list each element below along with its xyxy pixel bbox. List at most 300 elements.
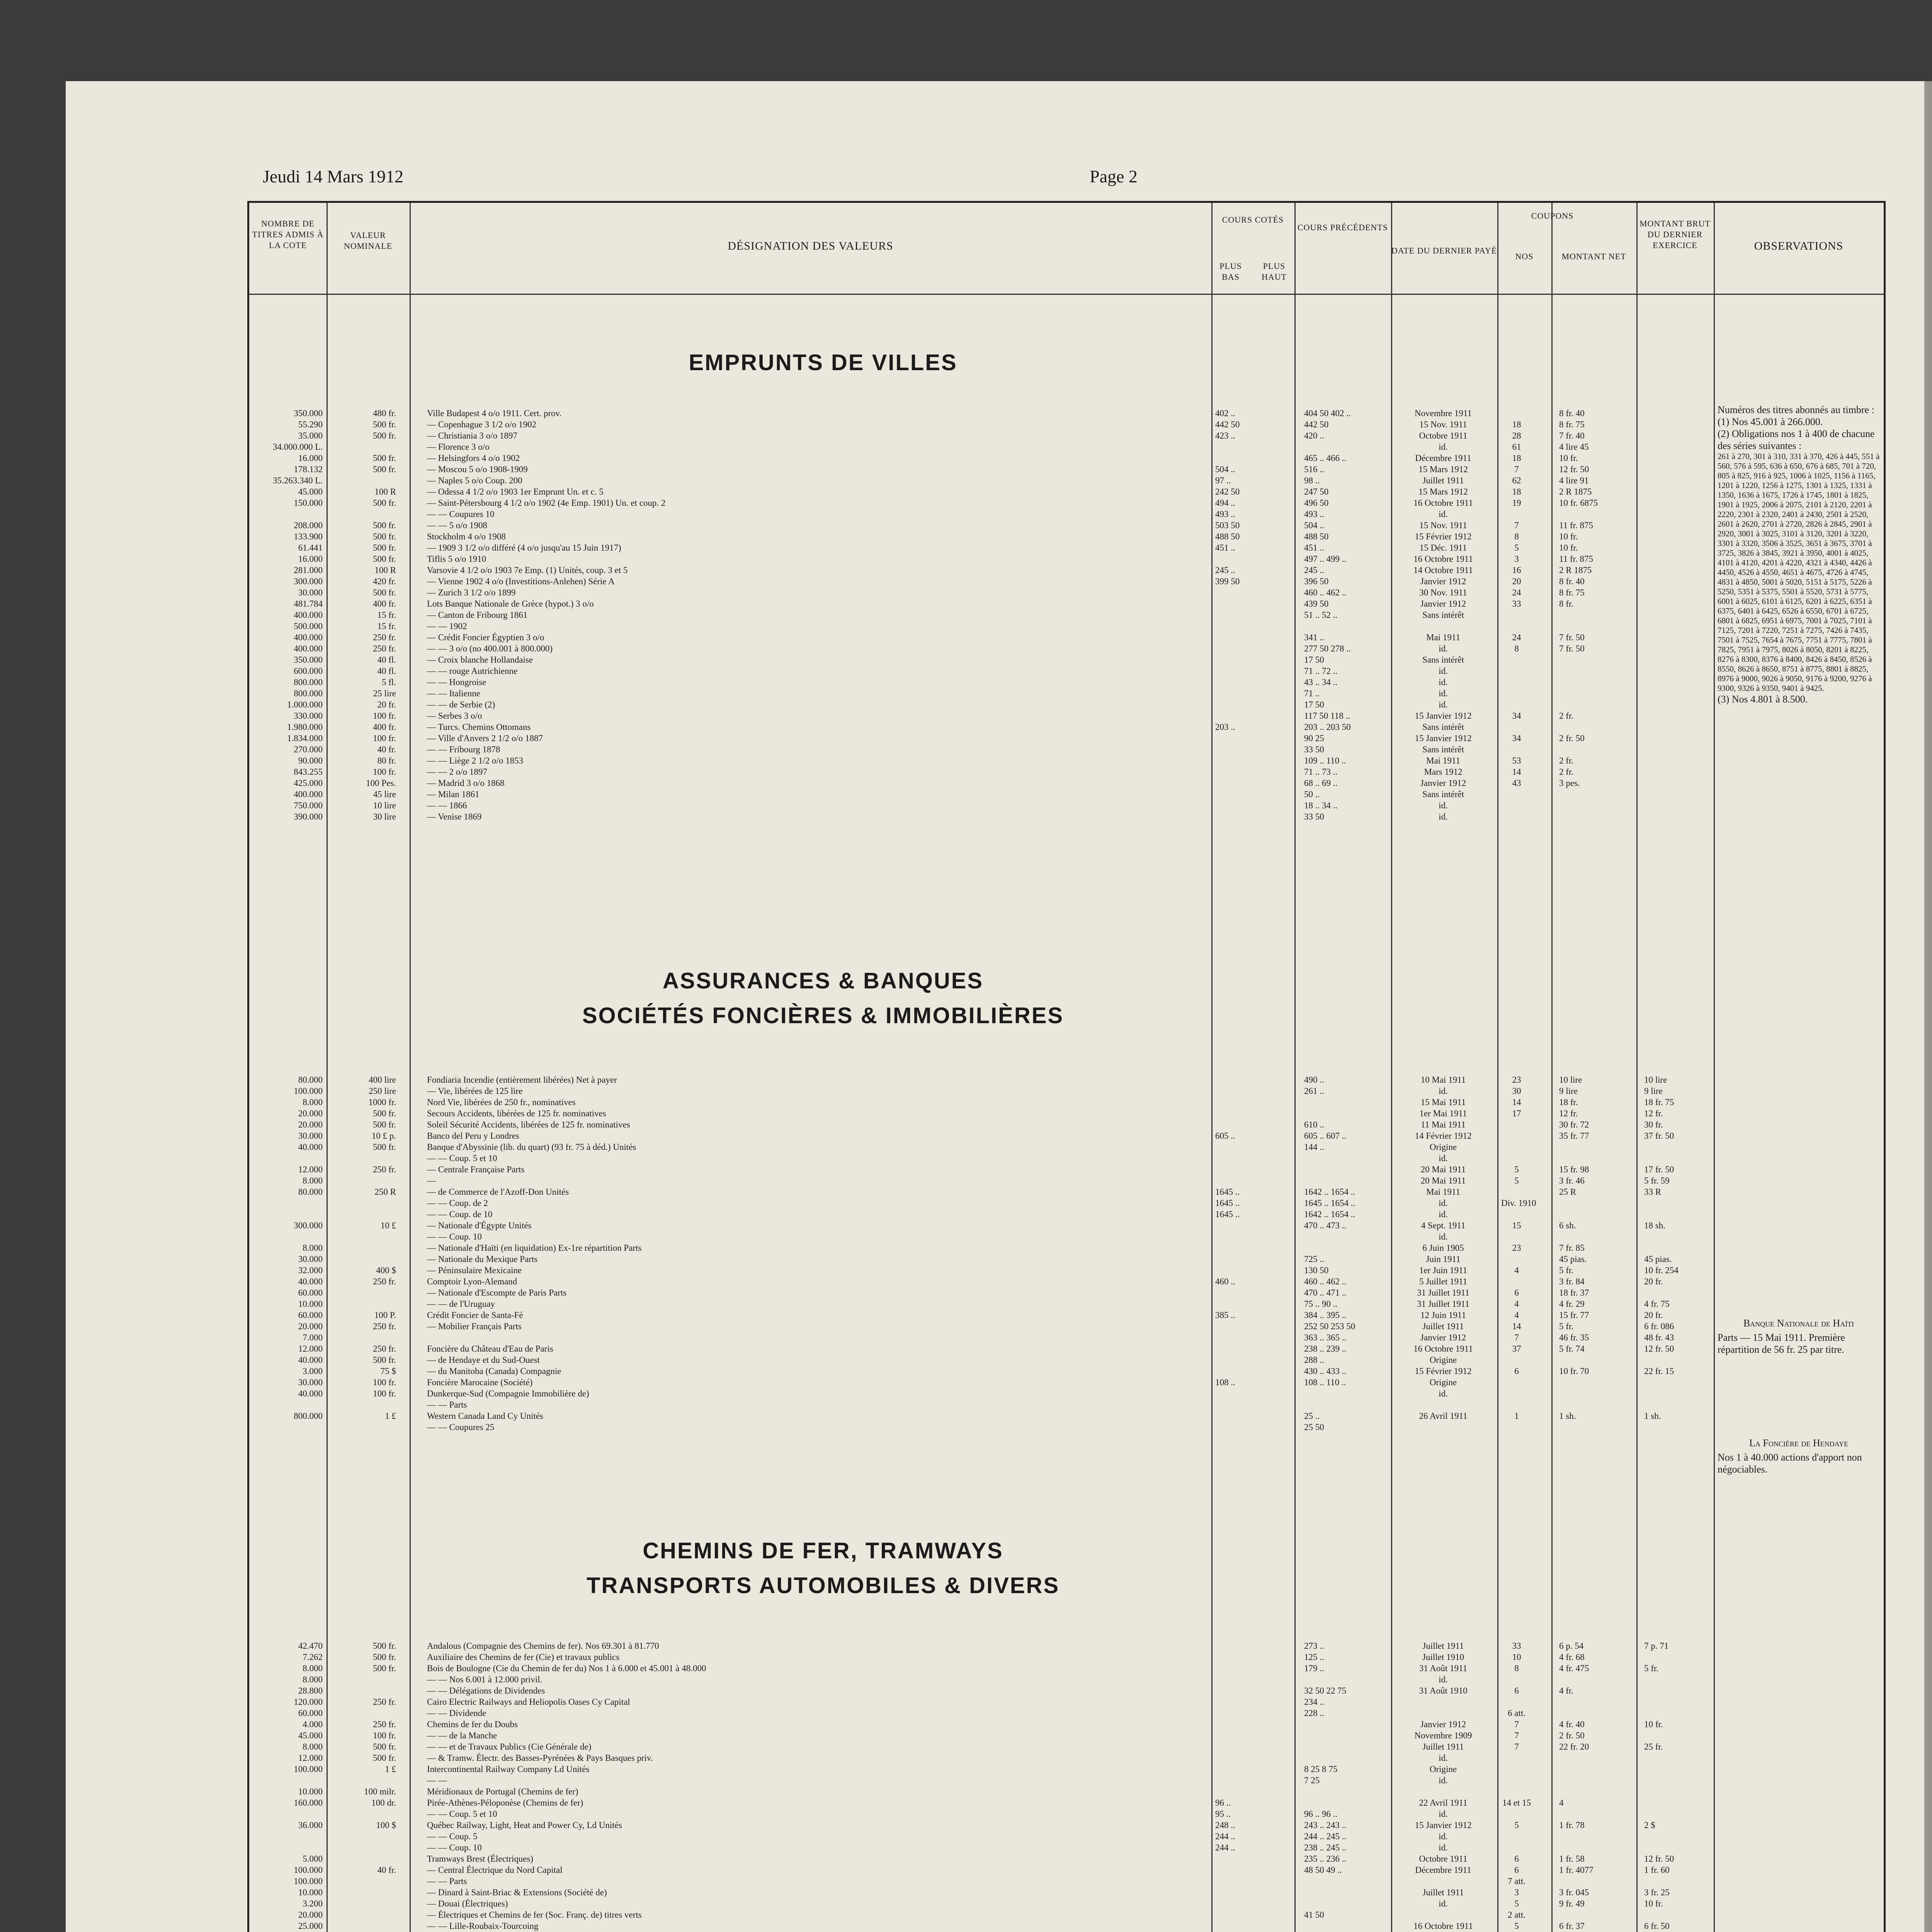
cell-prev: 247 50: [1304, 487, 1329, 497]
cell-qty: 481.784: [294, 599, 323, 609]
cell-prev: 33 50: [1304, 745, 1324, 754]
cell-nom: 500 fr.: [372, 1641, 396, 1651]
table-row: [249, 520, 1593, 531]
cell-low: 108 ..: [1215, 1378, 1235, 1387]
cell-qty: 400.000: [294, 789, 323, 799]
cell-net: 15 fr. 77: [1559, 1310, 1589, 1320]
cell-gross: 6 fr. 50: [1644, 1921, 1670, 1931]
cell-qty: 8.000: [303, 1243, 323, 1253]
cell-net: 10 lire: [1559, 1075, 1582, 1085]
cell-net: 46 fr. 35: [1559, 1333, 1589, 1342]
obs-note: 261 à 270, 301 à 310, 331 à 370, 426 à 445, 551 à 560, 576 à 595, 636 à 650, 676 à 685, 701 à 720, 805 à 825, 916 à 925, 1006 à 1025, 1156 à 1165, 1201 à 1220, 1256 à 1275, 1301 à 1325, 1331 à 1350, 1636 à 1675, 1726 à 1745, 1801 à 1825, 1901 à 1925, 2006 à 2075, 2101 à 2120, 2201 à 2220, 2301 à 2320, 2401 à 2430, 2501 à 2520, 2601 à 2620, 2701 à 2720, 2826 à 2845, 2901 à 2920, 3001 à 3025, 3101 à 3120, 3201 à 3220, 3301 à 3320, 3506 à 3525, 3651 à 3675, 3701 à 3725, 3826 à 3845, 3921 à 3950, 4001 à 4025, 4101 à 4120, 4201 à 4220, 4321 à 4340, 4426 à 4450, 4526 à 4550, 4651 à 4675, 4726 à 4745, 4831 à 4850, 5001 à 5020, 5151 à 5175, 5226 à 5250, 5351 à 5375, 5501 à 5520, 5731 à 5775, 6001 à 6025, 6101 à 6125, 6201 à 6225, 6351 à 6375, 6401 à 6425, 6526 à 6550, 6701 à 6725, 6801 à 6825, 6951 à 6975, 7001 à 7025, 7101 à 7125, 7201 à 7220, 7251 à 7275, 7426 à 7435, 7501 à 7525, 7654 à 7675, 7751 à 7775, 7801 à 7825, 7951 à 7975, 8026 à 8050, 8201 à 8225, 8276 à 8300, 8376 à 8400, 8426 à 8450, 8526 à 8550, 8626 à 8650, 8751 à 8775, 8801 à 8825, 8976 à 9000, 9026 à 9050, 9176 à 9200, 9276 à 9300, 9326 à 9350, 9401 à 9425.: [1718, 452, 1880, 693]
cell-des: Pirée-Athènes-Péloponèse (Chemins de fer): [427, 1798, 583, 1808]
cell-date: Mai 1911: [1426, 1187, 1460, 1197]
table-row: [249, 766, 1574, 777]
header-montant-brut: MONTANT BRUT DU DERNIER EXERCICE: [1639, 219, 1711, 250]
cell-prev: 465 .. 466 ..: [1304, 453, 1347, 463]
cell-qty: 750.000: [294, 801, 323, 810]
header-valeur: VALEUR NOMINALE: [344, 230, 393, 251]
cell-date: Décembre 1911: [1415, 453, 1471, 463]
cell-date: 1er Mai 1911: [1419, 1109, 1467, 1118]
cell-prev: 17 50: [1304, 655, 1324, 665]
cell-low: 488 50: [1215, 532, 1240, 541]
observations-hendaye: [1718, 1432, 1880, 1475]
cell-low: 451 ..: [1215, 543, 1235, 553]
cell-nom: 250 lire: [369, 1086, 396, 1096]
cell-des: —: [427, 1176, 436, 1185]
cell-des: — — Liège 2 1/2 o/o 1853: [427, 756, 524, 765]
cell-nom: 30 lire: [373, 812, 396, 821]
table-row: [249, 1074, 1667, 1085]
cell-gross: 6 fr. 086: [1644, 1321, 1674, 1331]
cell-date: Janvier 1912: [1420, 599, 1466, 609]
cell-date: Juillet 1911: [1422, 1742, 1464, 1752]
table-row: [249, 598, 1574, 609]
cell-date: 15 Février 1912: [1415, 532, 1472, 541]
table-row: [249, 1719, 1663, 1730]
cell-qty: 1.000.000: [287, 700, 323, 709]
cell-prev: 179 ..: [1304, 1663, 1324, 1673]
header-cours-cotes: COURS COTÉS: [1222, 215, 1284, 224]
cell-des: — — Nos 6.001 à 12.000 privil.: [427, 1675, 543, 1684]
cell-qty: 270.000: [294, 745, 323, 754]
cell-prev: 460 .. 462 ..: [1304, 1277, 1347, 1286]
cell-date: Sans intérêt: [1422, 655, 1464, 665]
cell-net: 2 fr. 50: [1559, 1731, 1585, 1740]
cell-prev: 488 50: [1304, 532, 1329, 541]
cell-des: — — Coup. 5: [427, 1832, 478, 1841]
cell-gross: 22 fr. 15: [1644, 1366, 1674, 1376]
cell-gross: 10 fr.: [1644, 1899, 1663, 1908]
cell-qty: 20.000: [298, 1910, 323, 1920]
cell-net: 5 fr.: [1559, 1265, 1574, 1275]
table-row: [249, 710, 1574, 721]
cell-qty: 1.834.000: [287, 733, 323, 743]
cell-net: 7 fr. 40: [1559, 431, 1585, 440]
cell-no: 5: [1514, 1176, 1519, 1185]
cell-no: 53: [1512, 756, 1521, 765]
cell-qty: 120.000: [294, 1697, 323, 1707]
cell-date: 14 Octobre 1911: [1413, 565, 1473, 575]
cell-nom: 1 £: [385, 1764, 396, 1774]
cell-des: — — Hongroise: [427, 677, 486, 687]
cell-net: 8 fr. 40: [1559, 577, 1585, 586]
cell-des: Comptoir Lyon-Alemand: [427, 1277, 517, 1286]
cell-qty: 30.000: [298, 1254, 323, 1264]
cell-des: — — Coup. 5 et 10: [427, 1153, 497, 1163]
cell-date: Origine: [1429, 1142, 1457, 1152]
cell-date: 15 Janvier 1912: [1415, 733, 1472, 743]
cell-des: — de Commerce de l'Azoff-Don Unités: [427, 1187, 569, 1197]
cell-prev: 420 ..: [1304, 431, 1324, 440]
cell-nom: 100 dr.: [371, 1798, 396, 1808]
table-row: [249, 1752, 1448, 1764]
cell-net: 7 fr. 50: [1559, 633, 1585, 642]
cell-prev: 460 .. 462 ..: [1304, 588, 1347, 597]
table-row: [249, 1764, 1457, 1775]
cell-net: 8 fr. 75: [1559, 588, 1585, 597]
table-row: [249, 1298, 1670, 1310]
cell-qty: 10.000: [298, 1299, 323, 1309]
cell-low: 96 ..: [1215, 1798, 1231, 1808]
cell-nom: 100 fr.: [372, 767, 396, 777]
table-row: [249, 1422, 1397, 1433]
cell-gross: 5 fr.: [1644, 1663, 1659, 1673]
cell-net: 4 lire 91: [1559, 476, 1589, 485]
table-row: [249, 1864, 1670, 1876]
cell-prev: 605 .. 607 ..: [1304, 1131, 1347, 1141]
cell-prev: 504 ..: [1304, 520, 1324, 530]
cell-no: 6: [1514, 1865, 1519, 1875]
cell-nom: 100 fr.: [372, 1731, 396, 1740]
cell-gross: 4 fr. 75: [1644, 1299, 1670, 1309]
cell-gross: 45 pias.: [1644, 1254, 1672, 1264]
table-row: [249, 553, 1593, 565]
table-row: [249, 1164, 1674, 1175]
table-row: [249, 1831, 1448, 1842]
cell-no: 34: [1512, 711, 1521, 721]
cell-des: — Copenhague 3 1/2 o/o 1902: [427, 420, 536, 429]
cell-net: 10 fr. 6875: [1559, 498, 1598, 508]
cell-net: 10 fr.: [1559, 453, 1578, 463]
cell-nom: 100 fr.: [372, 711, 396, 721]
cell-des: — du Manitoba (Canada) Compagnie: [427, 1366, 561, 1376]
cell-qty: 100.000: [294, 1764, 323, 1774]
cell-qty: 30.000: [298, 1378, 323, 1387]
cell-date: Juillet 1911: [1422, 1321, 1464, 1331]
cell-qty: 178.132: [294, 464, 323, 474]
table-row: [249, 1265, 1679, 1276]
cell-no: 30: [1512, 1086, 1521, 1096]
cell-qty: 12.000: [298, 1344, 323, 1354]
cell-qty: 60.000: [298, 1310, 323, 1320]
cell-no: 3: [1514, 554, 1519, 564]
cell-nom: 5 fl.: [381, 677, 396, 687]
cell-date: 16 Octobre 1911: [1413, 1921, 1473, 1931]
cell-nom: 100 P.: [374, 1310, 396, 1320]
cell-qty: 400.000: [294, 633, 323, 642]
cell-prev: 71 ..: [1304, 689, 1320, 698]
cell-net: 4 fr. 40: [1559, 1719, 1585, 1729]
cell-nom: 500 fr.: [372, 1109, 396, 1118]
cell-des: — — Coup. de 2: [427, 1198, 488, 1208]
cell-qty: 20.000: [298, 1321, 323, 1331]
cell-date: id.: [1439, 1753, 1448, 1763]
cell-date: 6 Juin 1905: [1422, 1243, 1464, 1253]
obs-note: (1) Nos 45.001 à 266.000.: [1718, 416, 1823, 427]
cell-des: Banco del Peru y Londres: [427, 1131, 519, 1141]
cell-qty: 8.000: [303, 1176, 323, 1185]
cell-nom: 250 fr.: [372, 1321, 396, 1331]
table-row: [249, 1242, 1585, 1253]
cell-qty: 8.000: [303, 1742, 323, 1752]
cell-net: 10 fr. 70: [1559, 1366, 1589, 1376]
cell-des: — — Coupures 25: [427, 1422, 495, 1432]
cell-prev: 439 50: [1304, 599, 1329, 609]
table-row: [249, 1366, 1674, 1377]
cell-qty: 90.000: [298, 756, 323, 765]
table-row: [249, 497, 1598, 509]
cell-net: 2 fr.: [1559, 711, 1574, 721]
cell-qty: 800.000: [294, 677, 323, 687]
table-row: [249, 688, 1448, 699]
table-row: [249, 1119, 1663, 1130]
cell-prev: 1642 .. 1654 ..: [1304, 1187, 1355, 1197]
cell-des: Cairo Electric Railways and Heliopolis Oases Cy Capital: [427, 1697, 630, 1707]
table-row: [249, 1231, 1448, 1242]
cell-des: — de Hendaye et du Sud-Ouest: [427, 1355, 540, 1365]
cell-date: Juin 1911: [1426, 1254, 1461, 1264]
table-row: [249, 1685, 1574, 1696]
observations-haiti: [1718, 1312, 1880, 1355]
table-row: [249, 1853, 1674, 1864]
cell-nom: 250 fr.: [372, 1344, 396, 1354]
cell-nom: 500 fr.: [372, 1355, 396, 1365]
cell-net: 11 fr. 875: [1559, 520, 1593, 530]
cell-des: — Nationale d'Escompte de Paris Parts: [427, 1288, 567, 1298]
cell-gross: 17 fr. 50: [1644, 1165, 1674, 1174]
cell-nom: 400 lire: [369, 1075, 396, 1085]
cell-nom: 500 fr.: [372, 1652, 396, 1662]
table-row: [249, 509, 1448, 520]
cell-qty: 10.000: [298, 1888, 323, 1897]
cell-des: — Madrid 3 o/o 1868: [427, 778, 505, 788]
cell-date: Janvier 1912: [1420, 1333, 1466, 1342]
cell-no: 18: [1512, 487, 1521, 497]
cell-des: Ville Budapest 4 o/o 1911. Cert. prov.: [427, 408, 562, 418]
cell-net: 2 fr. 50: [1559, 733, 1585, 743]
table-row: [249, 1085, 1663, 1097]
section-title-chemins-de-fer: CHEMINS DE FER, TRAMWAYS: [643, 1538, 1003, 1563]
cell-date: 15 Mars 1912: [1418, 464, 1468, 474]
cell-gross: 33 R: [1644, 1187, 1662, 1197]
cell-des: — Christiania 3 o/o 1897: [427, 431, 517, 440]
table-row: [249, 1321, 1674, 1332]
cell-no: 5: [1514, 1921, 1519, 1931]
cell-gross: 1 fr. 60: [1644, 1865, 1670, 1875]
cell-des: Banque d'Abyssinie (lib. du quart) (93 fr. 75 à déd.) Unités: [427, 1142, 636, 1152]
cell-qty: 12.000: [298, 1165, 323, 1174]
cell-low: 203 ..: [1215, 722, 1235, 732]
cell-des: — — 3 o/o (no 400.001 à 800.000): [427, 644, 553, 653]
issue-date: Jeudi 14 Mars 1912: [263, 167, 404, 186]
cell-nom: 1 £: [385, 1411, 396, 1421]
cell-date: Sans intérêt: [1422, 610, 1464, 620]
cell-qty: 400.000: [294, 644, 323, 653]
cell-no: 3: [1514, 1888, 1519, 1897]
cell-des: — — Lille-Roubaix-Tourcoing: [427, 1921, 539, 1931]
cell-no: 7: [1514, 464, 1519, 474]
cell-des: — —: [427, 1776, 447, 1785]
header-no: NOS: [1515, 252, 1534, 261]
cell-no: 19: [1512, 498, 1521, 508]
cell-low: 1645 ..: [1215, 1198, 1240, 1208]
cell-no: 17: [1512, 1109, 1521, 1118]
table-row: [249, 721, 1464, 733]
table-row: [249, 677, 1448, 688]
cell-prev: 235 .. 236 ..: [1304, 1854, 1347, 1864]
cell-des: — — Dividende: [427, 1708, 486, 1718]
cell-date: Novembre 1909: [1414, 1731, 1472, 1740]
cell-qty: 843.255: [294, 767, 323, 777]
cell-net: 1 sh.: [1559, 1411, 1576, 1421]
cell-net: 5 fr. 74: [1559, 1344, 1585, 1354]
cell-prev: 41 50: [1304, 1910, 1324, 1920]
cell-low: 1645 ..: [1215, 1209, 1240, 1219]
cell-qty: 25.000: [298, 1921, 323, 1931]
table-row: [249, 542, 1578, 553]
cell-prev: 17 50: [1304, 700, 1324, 709]
cell-prev: 252 50 253 50: [1304, 1321, 1355, 1331]
cell-net: 7 fr. 85: [1559, 1243, 1585, 1253]
table-row: [249, 587, 1585, 598]
table-row: [249, 744, 1464, 755]
table-row: [249, 1343, 1674, 1354]
cell-nom: 100 fr.: [372, 1389, 396, 1398]
cell-prev: 288 ..: [1304, 1355, 1324, 1365]
cell-nom: 25 lire: [373, 689, 396, 698]
header-coupons: COUPONS: [1531, 211, 1574, 221]
table-row: [249, 621, 1397, 632]
table-row: [249, 733, 1585, 744]
cell-des: — — de Serbie (2): [427, 700, 495, 709]
cell-prev: 109 .. 110 ..: [1304, 756, 1346, 765]
cell-nom: 500 fr.: [372, 498, 396, 508]
cell-des: — Milan 1861: [427, 789, 480, 799]
cell-des: — — de l'Uruguay: [427, 1299, 495, 1309]
cell-des: — Croix blanche Hollandaise: [427, 655, 533, 665]
cell-des: — Douai (Électriques): [427, 1899, 508, 1908]
cell-date: 30 Nov. 1911: [1419, 588, 1467, 597]
cell-no: 23: [1512, 1243, 1521, 1253]
table-row: [249, 800, 1448, 811]
cell-des: — Péninsulaire Mexicaine: [427, 1265, 522, 1275]
cell-nom: 500 fr.: [372, 543, 396, 553]
cell-gross: 20 fr.: [1644, 1310, 1663, 1320]
cell-des: — Nationale d'Haïti (en liquidation) Ex-1re répartition Parts: [427, 1243, 642, 1253]
cell-qty: 55.290: [298, 420, 323, 429]
cell-prev: 430 .. 433 ..: [1304, 1366, 1347, 1376]
cell-date: 15 Janvier 1912: [1415, 711, 1472, 721]
cell-date: id.: [1439, 1198, 1448, 1208]
cell-no: 14: [1512, 767, 1521, 777]
cell-net: 25 R: [1559, 1187, 1577, 1197]
cell-nom: 250 fr.: [372, 1697, 396, 1707]
cell-nom: 400 fr.: [372, 599, 396, 609]
cell-qty: 30.000: [298, 1131, 323, 1141]
cell-low: 504 ..: [1215, 464, 1235, 474]
cell-prev: 18 .. 34 ..: [1304, 801, 1338, 810]
cell-nom: 15 fr.: [377, 621, 396, 631]
cell-date: Juillet 1911: [1422, 1641, 1464, 1651]
cell-des: — Nationale d'Égypte Unités: [427, 1221, 532, 1230]
cell-nom: 100 $: [376, 1820, 396, 1830]
cell-net: 8 fr. 40: [1559, 408, 1585, 418]
cell-qty: 16.000: [298, 453, 323, 463]
cell-qty: 8.000: [303, 1097, 323, 1107]
cell-gross: 12 fr. 50: [1644, 1344, 1674, 1354]
cell-prev: 396 50: [1304, 577, 1329, 586]
cell-net: 3 fr. 84: [1559, 1277, 1585, 1286]
cell-no: 8: [1514, 644, 1519, 653]
cell-date: 14 Février 1912: [1415, 1131, 1472, 1141]
table-row: [249, 1708, 1526, 1719]
table-row: [249, 1175, 1670, 1186]
cell-gross: 10 fr.: [1644, 1719, 1663, 1729]
cell-prev: 50 ..: [1304, 789, 1320, 799]
cell-date: id.: [1439, 644, 1448, 653]
table-row: [249, 452, 1578, 464]
cell-date: id.: [1439, 700, 1448, 709]
cell-des: — Saint-Pétersbourg 4 1/2 o/o 1902 (4e Emp. 1901) Un. et coup. 2: [427, 498, 666, 508]
cell-qty: 60.000: [298, 1708, 323, 1718]
cell-date: Décembre 1911: [1415, 1865, 1471, 1875]
cell-low: 493 ..: [1215, 509, 1235, 519]
cell-no: 23: [1512, 1075, 1521, 1085]
cell-net: 12 fr.: [1559, 1109, 1578, 1118]
cell-prev: 25 50: [1304, 1422, 1324, 1432]
cell-des: Stockholm 4 o/o 1908: [427, 532, 506, 541]
cell-date: id.: [1439, 1153, 1448, 1163]
cell-prev: 1645 .. 1654 ..: [1304, 1198, 1355, 1208]
cell-gross: 18 fr. 75: [1644, 1097, 1674, 1107]
cell-qty: 28.800: [298, 1686, 323, 1696]
cell-des: Andalous (Compagnie des Chemins de fer). Nos 69.301 à 81.770: [427, 1641, 659, 1651]
cell-date: Octobre 1911: [1419, 431, 1468, 440]
cell-net: 15 fr. 98: [1559, 1165, 1589, 1174]
obs-note: Numéros des titres abonnés au timbre :: [1718, 404, 1874, 415]
section-title-societes-foncieres: SOCIÉTÉS FONCIÈRES & IMMOBILIÈRES: [582, 1003, 1064, 1028]
cell-low: 442 50: [1215, 420, 1240, 429]
cell-des: — — Parts: [427, 1876, 467, 1886]
cell-net: 10 fr.: [1559, 543, 1578, 553]
cell-low: 503 50: [1215, 520, 1240, 530]
cell-qty: 35.263.340 L.: [272, 476, 323, 485]
table-row: [249, 1663, 1659, 1674]
cell-des: Varsovie 4 1/2 o/o 1903 7e Emp. (1) Unités, coup. 3 et 5: [427, 565, 628, 575]
cell-gross: 20 fr.: [1644, 1277, 1663, 1286]
cell-des: — Crédit Foncier Égyptien 3 o/o: [427, 633, 544, 642]
cell-qty: 8.000: [303, 1663, 323, 1673]
table-row: [249, 1388, 1448, 1399]
cell-des: — Électriques et Chemins de fer (Soc. Franç. de) titres verts: [427, 1910, 642, 1920]
cell-no: 62: [1512, 476, 1521, 485]
cell-des: — Canton de Fribourg 1861: [427, 610, 528, 620]
table-row: [249, 1797, 1564, 1808]
cell-net: 1 fr. 4077: [1559, 1865, 1594, 1875]
table-row: [249, 1354, 1457, 1366]
cell-date: Juillet 1911: [1422, 476, 1464, 485]
cell-des: — Venise 1869: [427, 812, 482, 821]
cell-des: Fondiaria Incendie (entièrement libérées) Net à payer: [427, 1075, 617, 1085]
cell-date: 15 Déc. 1911: [1419, 543, 1467, 553]
header-date: DATE DU DERNIER PAYÉ: [1391, 246, 1497, 255]
table-row: [249, 1786, 1397, 1797]
cell-net: 9 fr. 49: [1559, 1899, 1585, 1908]
cell-nom: 100 fr.: [372, 1378, 396, 1387]
table-row: [249, 1310, 1663, 1321]
table-row: [249, 1209, 1448, 1220]
cell-gross: 18 sh.: [1644, 1221, 1665, 1230]
cell-nom: 500 fr.: [372, 520, 396, 530]
cell-qty: 390.000: [294, 812, 323, 821]
table-row: [249, 1696, 1397, 1708]
cell-no: 7: [1514, 1742, 1519, 1752]
cell-des: Bois de Boulogne (Cie du Chemin de fer du) Nos 1 à 6.000 et 45.001 à 48.000: [427, 1663, 706, 1673]
cell-des: — — Coup. 10: [427, 1843, 482, 1852]
table-row: [249, 755, 1574, 766]
cell-prev: 451 ..: [1304, 543, 1324, 553]
